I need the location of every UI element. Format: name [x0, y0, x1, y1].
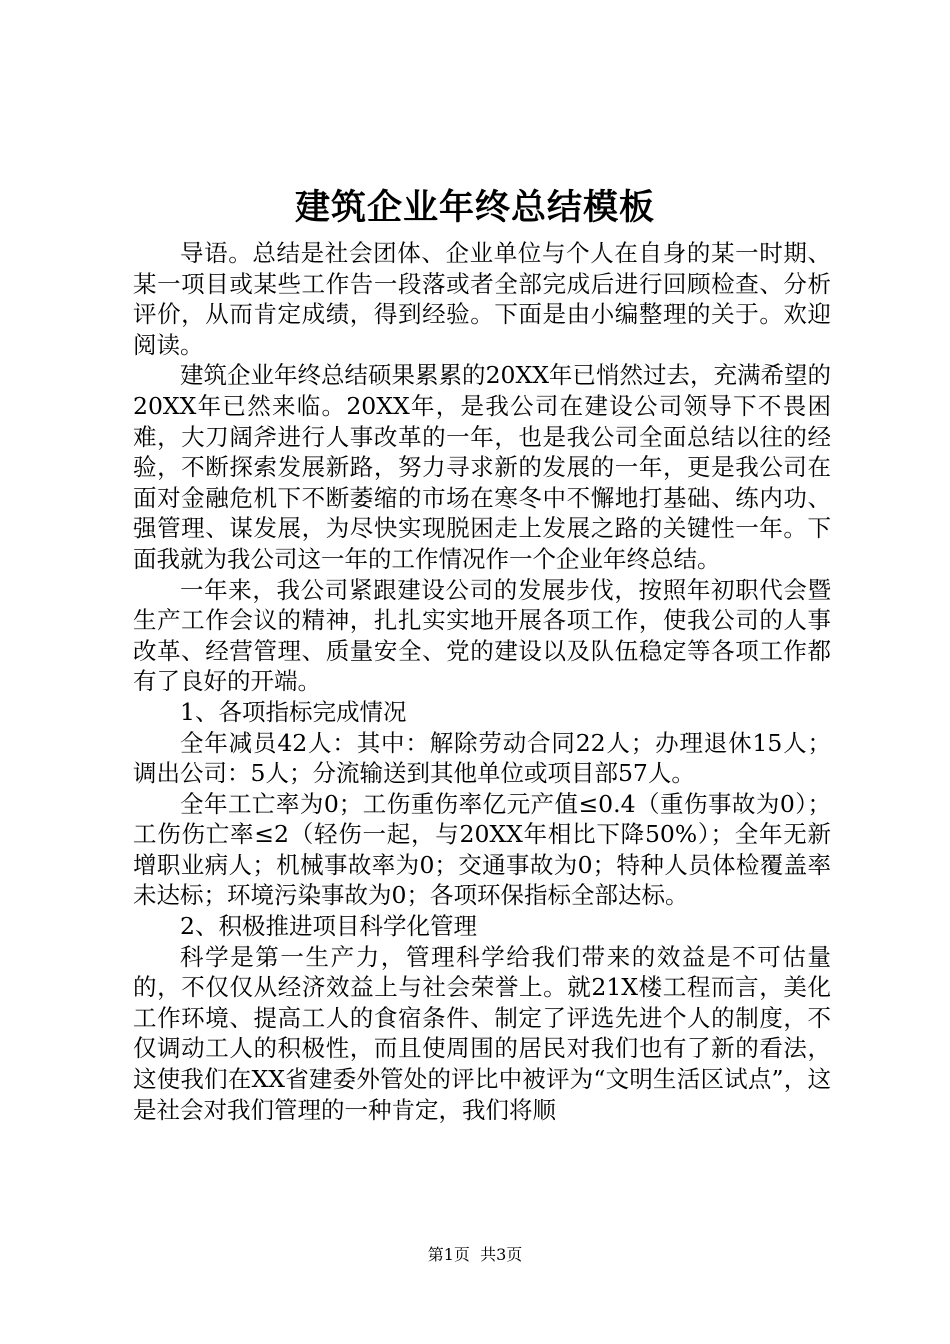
- section-heading-2: 2、积极推进项目科学化管理: [180, 912, 477, 941]
- paragraph-staff-reduction: 全年减员42人：其中：解除劳动合同22人；办理退休15人；调出公司：5人；分流输送到其他单位或项目部57人。: [133, 728, 831, 788]
- paragraph-intro: 导语。总结是社会团体、企业单位与个人在自身的某一时期、某一项目或某些工作告一段落或者全部完成后进行回顾检查、分析评价，从而肯定成绩，得到经验。下面是由小编整理的关于。欢迎阅读。: [133, 239, 831, 359]
- document-body: [133, 238, 831, 1125]
- paragraph-scientific-management: 科学是第一生产力，管理科学给我们带来的效益是不可估量的，不仅仅从经济效益上与社会荣誉上。就21X楼工程而言，美化工作环境、提高工人的食宿条件、制定了评选先进个人的制度，不仅调动工人的积极性，而且使周围的居民对我们也有了新的看法，这使我们在XX省建委外管处的评比中被评为“文明生活区试点”，这是社会对我们管理的一种肯定，我们将顺: [133, 942, 831, 1124]
- paragraph-overview: 一年来，我公司紧跟建设公司的发展步伐，按照年初职代会暨生产工作会议的精神，扎扎实实地开展各项工作，使我公司的人事改革、经营管理、质量安全、党的建设以及队伍稳定等各项工作都有了良好的开端。: [133, 575, 831, 696]
- page-footer: [0, 1244, 950, 1266]
- page-total: 共3页: [480, 1245, 523, 1264]
- section-heading-1: 1、各项指标完成情况: [180, 697, 407, 726]
- document-title: 建筑企业年终总结模板: [294, 187, 655, 228]
- paragraph-safety-indicators: 全年工亡率为0；工伤重伤率亿元产值≤0.4（重伤事故为0）；工伤伤亡率≤2（轻伤一起，与20XX年相比下降50%）；全年无新增职业病人；机械事故率为0；交通事故为0；特种人员体检覆盖率未达标；环境污染事故为0；各项环保指标全部达标。: [133, 789, 831, 910]
- page-number: 第1页: [427, 1245, 470, 1264]
- paragraph-summary: 建筑企业年终总结硕果累累的20XX年已悄然过去，充满希望的20XX年已然来临。20XX年，是我公司在建设公司领导下不畏困难，大刀阔斧进行人事改革的一年，也是我公司全面总结以往的经验，不断探索发展新路，努力寻求新的发展的一年，更是我公司在面对金融危机下不断萎缩的市场在寒冬中不懈地打基础、练内功、强管理、谋发展，为尽快实现脱困走上发展之路的关键性一年。下面我就为我公司这一年的工作情况作一个企业年终总结。: [133, 361, 831, 573]
